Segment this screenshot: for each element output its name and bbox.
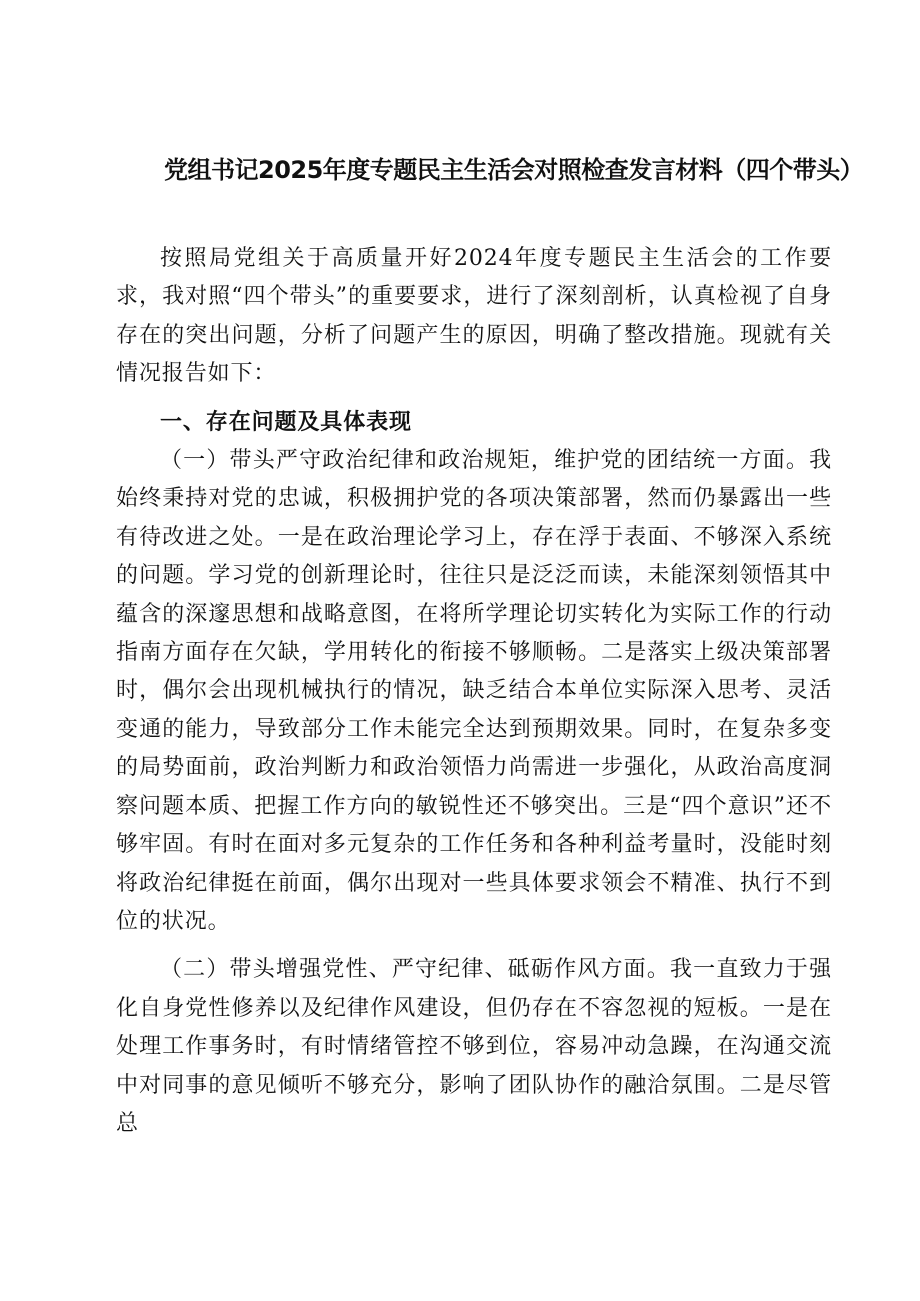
document-title: 党组书记2025年度专题民主生活会对照检查发言材料（四个带头） (164, 156, 864, 184)
intro-paragraph: 按照局党组关于高质量开好2024年度专题民主生活会的工作要求，我对照“四个带头”的重要要求，进行了深刻剖析，认真检视了自身存在的突出问题，分析了问题产生的原因，明确了整改措施。现就有关情况报告如下： (116, 246, 832, 387)
spacer (116, 941, 832, 951)
document-body (116, 240, 832, 1143)
paragraph-party-spirit: （二）带头增强党性、严守纪律、砥砺作风方面。我一直致力于强化自身党性修养以及纪律作风建设，但仍存在不容忽视的短板。一是在处理工作事务时，有时情绪管控不够到位，容易冲动急躁，在沟通交流中对同事的意见倾听不够充分，影响了团队协作的融洽氛围。二是尽管总 (116, 957, 832, 1136)
paragraph-political-discipline: （一）带头严守政治纪律和政治规矩，维护党的团结统一方面。我始终秉持对党的忠诚，积极拥护党的各项决策部署，然而仍暴露出一些有待改进之处。一是在政治理论学习上，存在浮于表面、不够深入系统的问题。学习党的创新理论时，往往只是泛泛而读，未能深刻领悟其中蕴含的深邃思想和战略意图，在将所学理论切实转化为实际工作的行动指南方面存在欠缺，学用转化的衔接不够顺畅。二是落实上级决策部署时，偶尔会出现机械执行的情况，缺乏结合本单位实际深入思考、灵活变通的能力，导致部分工作未能完全达到预期效果。同时，在复杂多变的局势面前，政治判断力和政治领悟力尚需进一步强化，从政治高度洞察问题本质、把握工作方向的敏锐性还不够突出。三是“四个意识”还不够牢固。有时在面对多元复杂的工作任务和各种利益考量时，没能时刻将政治纪律挺在前面，偶尔出现对一些具体要求领会不精准、执行不到位的状况。 (116, 448, 832, 934)
spacer (116, 394, 832, 404)
section-heading: 一、存在问题及具体表现 (160, 409, 412, 435)
